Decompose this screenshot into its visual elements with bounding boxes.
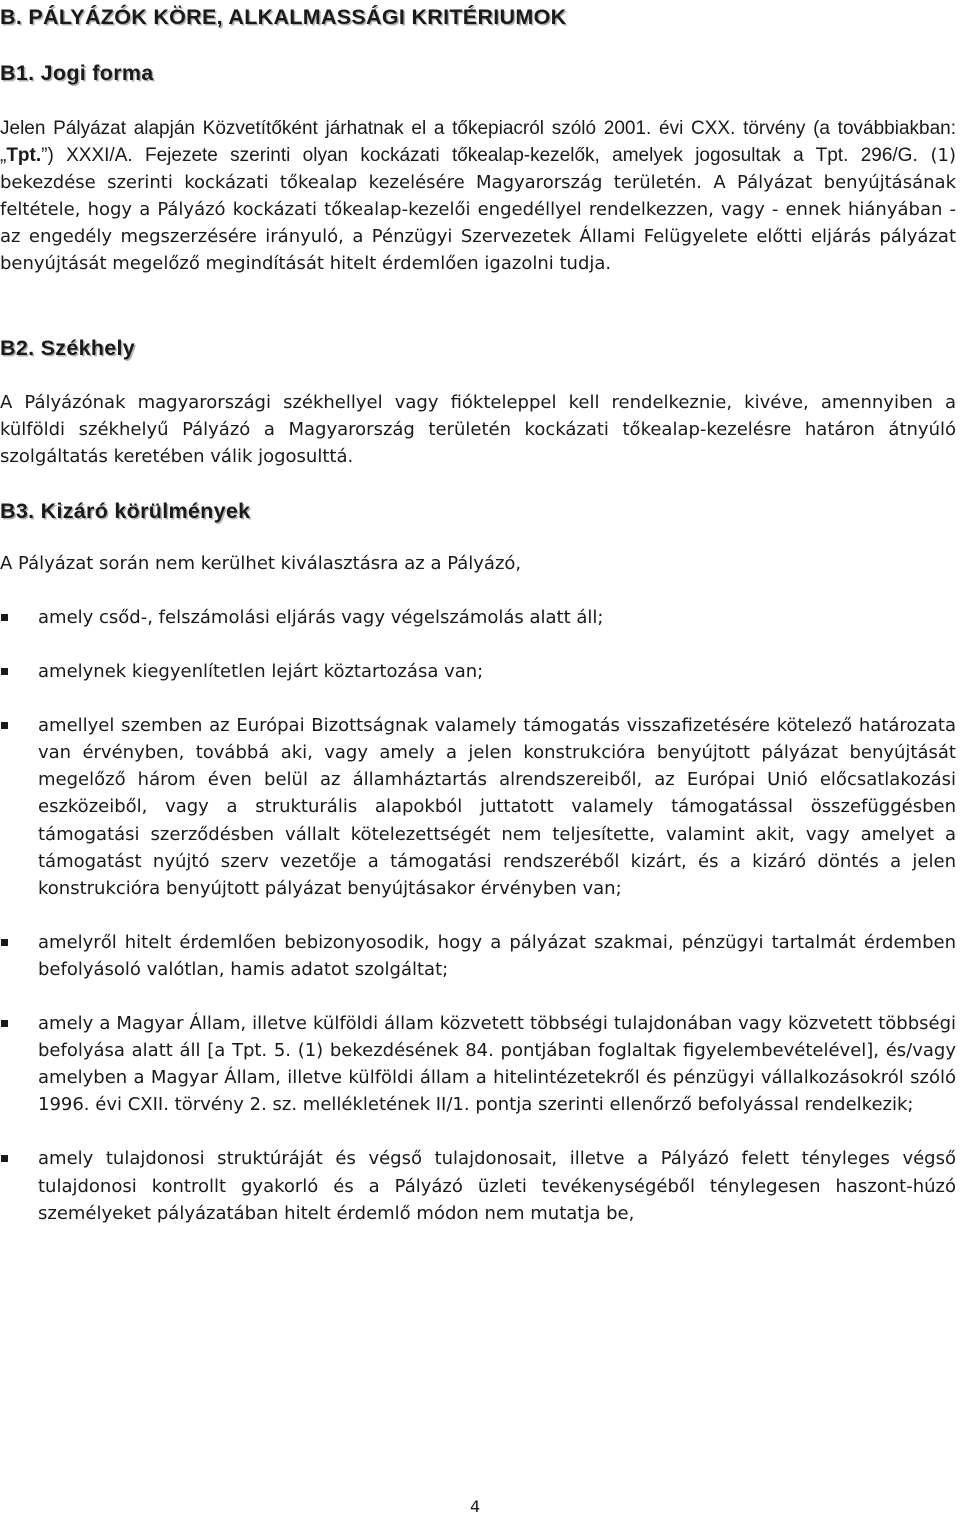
list-item xyxy=(0,929,956,983)
tpt-abbreviation: Tpt. xyxy=(6,145,42,167)
list-item-text: amellyel szemben az Európai Bizottságnak valamely támogatás visszafizetésére kötelező határozata van érvényben, továbbá aki, vagy amely a jelen konstrukcióra benyújtott pályázat benyújtását megelőző három éven belül az államháztartás alrendszereiből, az Európai Unió előcsatlakozási eszközeiből, vagy a strukturális alapokból juttatott valamely támogatással összefüggésben támogatási szerződésben vállalt kötelezettségét nem teljesítette, valamint akit, vagy amelyet a támogatást nyújtó szerv vezetője a támogatási rendszeréből kizárt, és a kizáró döntés a jelen konstrukcióra benyújtott pályázat benyújtásakor érvényben van; xyxy=(38,715,956,899)
list-item xyxy=(0,658,956,685)
square-bullet-icon xyxy=(1,939,8,946)
section-heading-b3: B3. Kizáró körülmények xyxy=(0,499,251,523)
document-title: B. PÁLYÁZÓK KÖRE, ALKALMASSÁGI KRITÉRIUMOK xyxy=(0,5,567,29)
square-bullet-icon xyxy=(1,614,8,621)
paragraph-part-1: Jelen Pályázat alapján Közvetítőként járhatnak el a tőkepiacról szóló 2001. évi CXX. törvény (a továbbiakban: „ xyxy=(0,118,956,167)
exclusion-list xyxy=(0,604,960,1254)
list-item xyxy=(0,604,956,631)
paragraph-part-3: (1) bekezdése szerinti kockázati tőkealap kezelésére Magyarország területén. xyxy=(0,145,956,194)
square-bullet-icon xyxy=(1,722,8,729)
section-paragraph-b3: A Pályázat során nem kerülhet kiválasztásra az a Pályázó, xyxy=(0,553,522,574)
page-number: 4 xyxy=(470,1497,481,1516)
list-item-text: amelynek kiegyenlítetlen lejárt köztartozása van; xyxy=(38,661,484,683)
list-item xyxy=(0,1010,956,1118)
square-bullet-icon xyxy=(1,1020,8,1027)
square-bullet-icon xyxy=(1,1155,8,1162)
section-heading-b2: B2. Székhely xyxy=(0,336,136,360)
paragraph-part-2: ”) XXXI/A. Fejezete szerinti olyan kockázati tőkealap-kezelők, amelyek jogosultak a Tpt. 296/G. xyxy=(41,145,918,167)
section-heading-b1: B1. Jogi forma xyxy=(0,61,154,85)
paragraph-part-4: A Pályázat benyújtásának feltétele, hogy a Pályázó kockázati tőkealap-kezelői engedéllyel rendelkezzen, vagy - ennek hiányában - az engedély megszerzésére irányuló, a Pénzügyi Szervezetek Állami Felügyelete előtti eljárás pályázat benyújtását megelőző megindítását hitelt érdemlően igazolni tudja. xyxy=(0,172,956,275)
section-paragraph-b2: A Pályázónak magyarországi székhellyel vagy fiókteleppel kell rendelkeznie, kivéve, amennyiben a külföldi székhelyű Pályázó a Magyarország területén kockázati tőkealap-kezelésre határon átnyúló szolgáltatás keretében válik jogosulttá. xyxy=(0,392,956,468)
list-item-text: amely a Magyar Állam, illetve külföldi állam közvetett többségi tulajdonában vagy közvetett többségi befolyása alatt áll [a Tpt. 5. (1) bekezdésének 84. pontjában foglaltak figyelembevételével], és/vagy amelyben a Magyar Állam, illetve külföldi állam a hitelintézetekről és pénzügyi vállalkozásokról szóló 1996. évi CXII. törvény 2. sz. mellékletének II/1. pontja szerinti ellenőrző befolyással rendelkezik; xyxy=(38,1013,956,1116)
square-bullet-icon xyxy=(1,668,8,675)
list-item xyxy=(0,712,956,902)
section-paragraph-b1 xyxy=(0,115,956,278)
list-item-text: amely csőd-, felszámolási eljárás vagy végelszámolás alatt áll; xyxy=(38,607,604,628)
list-item-text: amelyről hitelt érdemlően bebizonyosodik, hogy a pályázat szakmai, pénzügyi tartalmát érdemben befolyásoló valótlan, hamis adatot szolgáltat; xyxy=(38,931,956,980)
list-item xyxy=(0,1145,956,1226)
list-item-text: amely tulajdonosi struktúráját és végső tulajdonosait, illetve a Pályázó felett tényleges végső tulajdonosi kontrollt gyakorló és a Pályázó üzleti tevékenységéből ténylegesen haszont-húzó személyeket pályázatában hitelt érdemlő módon nem mutatja be, xyxy=(38,1148,956,1224)
